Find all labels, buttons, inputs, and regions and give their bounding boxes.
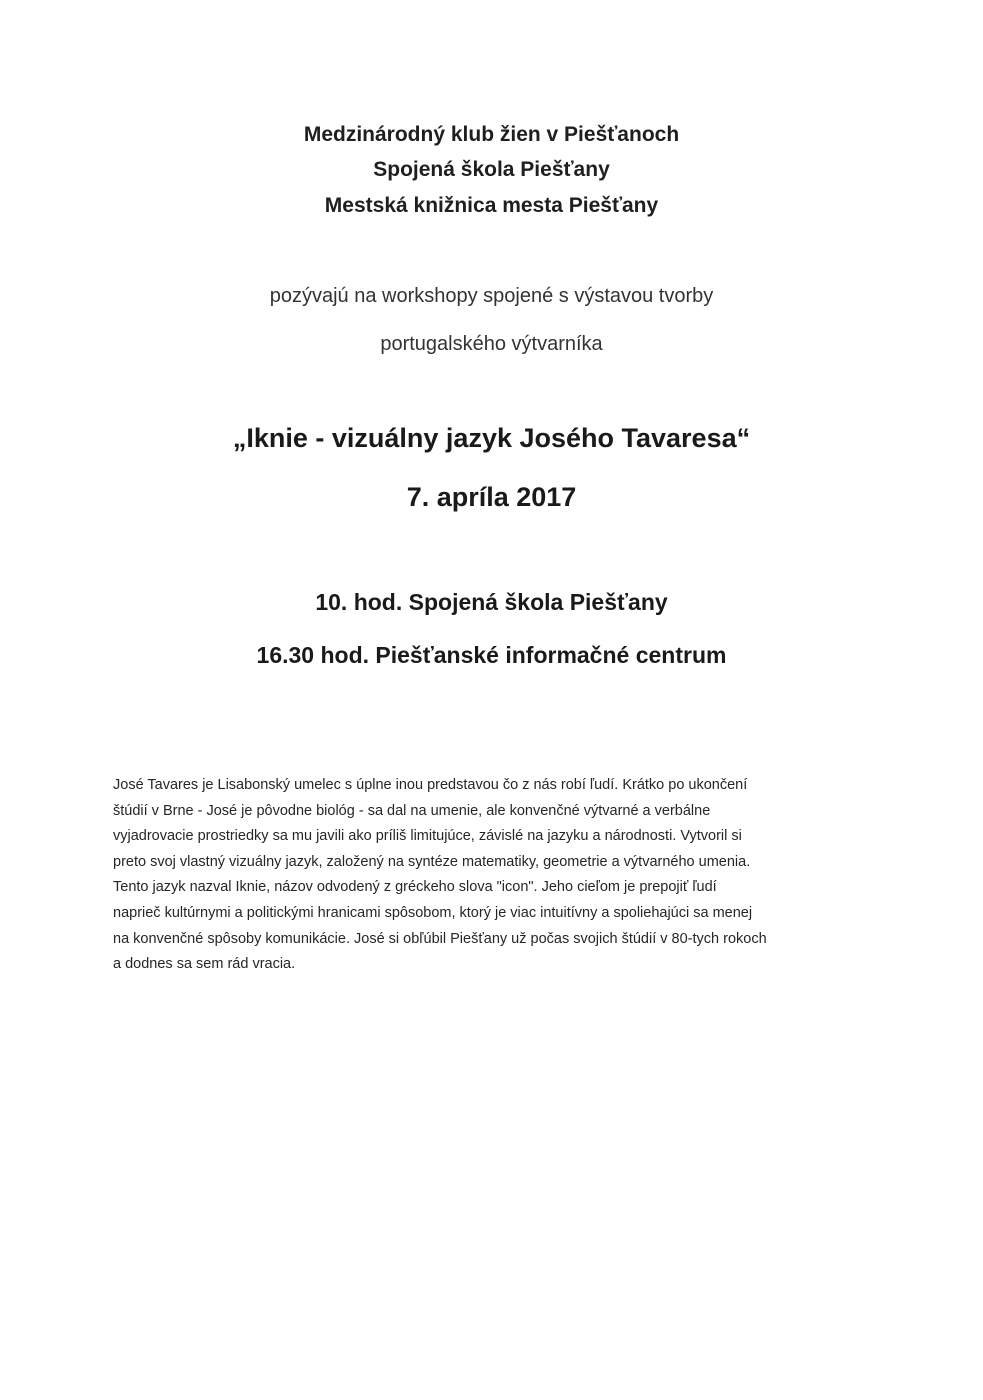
description-line: a dodnes sa sem rád vracia. <box>113 956 296 973</box>
description-paragraph <box>113 773 873 978</box>
organizer-1: Medzinárodný klub žien v Piešťanoch <box>303 123 680 146</box>
organizer-2: Spojená škola Piešťany <box>373 158 610 181</box>
description-line: Tento jazyk nazval Iknie, názov odvodený z gréckeho slova "icon". Jeho cieľom je prepojiť ľudí <box>113 879 717 896</box>
description-line: štúdií v Brne - José je pôvodne biológ - sa dal na umenie, ale konvenčné výtvarné a verbálne <box>113 802 711 819</box>
description-line: na konvenčné spôsoby komunikácie. José si obľúbil Piešťany už počas svojich štúdií v 80-tych rokoch <box>113 930 767 947</box>
invitation-line-2: portugalského výtvarníka <box>380 333 603 355</box>
description-line: preto svoj vlastný vizuálny jazyk, založený na syntéze matematiky, geometrie a výtvarného umenia. <box>113 853 751 870</box>
event-title: „Iknie - vizuálny jazyk Josého Tavaresa“ <box>232 423 751 453</box>
description-line: José Tavares je Lisabonský umelec s úplne inou predstavou čo z nás robí ľudí. Krátko po ukončení <box>113 777 748 793</box>
organizer-3: Mestská knižnica mesta Piešťany <box>324 194 659 217</box>
description-line: vyjadrovacie prostriedky sa mu javili ako príliš limitujúce, závislé na jazyku a národnosti. Vytvoril si <box>113 828 742 845</box>
event-date: 7. apríla 2017 <box>406 482 577 512</box>
description-line: naprieč kultúrnymi a politickými hranicami spôsobom, ktorý je viac intuitívny a spoliehajúci sa menej <box>113 904 753 921</box>
schedule-item-1: 10. hod. Spojená škola Piešťany <box>315 589 668 615</box>
invitation-line-1: pozývajú na workshopy spojené s výstavou tvorby <box>269 285 714 307</box>
schedule-item-2: 16.30 hod. Piešťanské informačné centrum <box>256 642 727 668</box>
